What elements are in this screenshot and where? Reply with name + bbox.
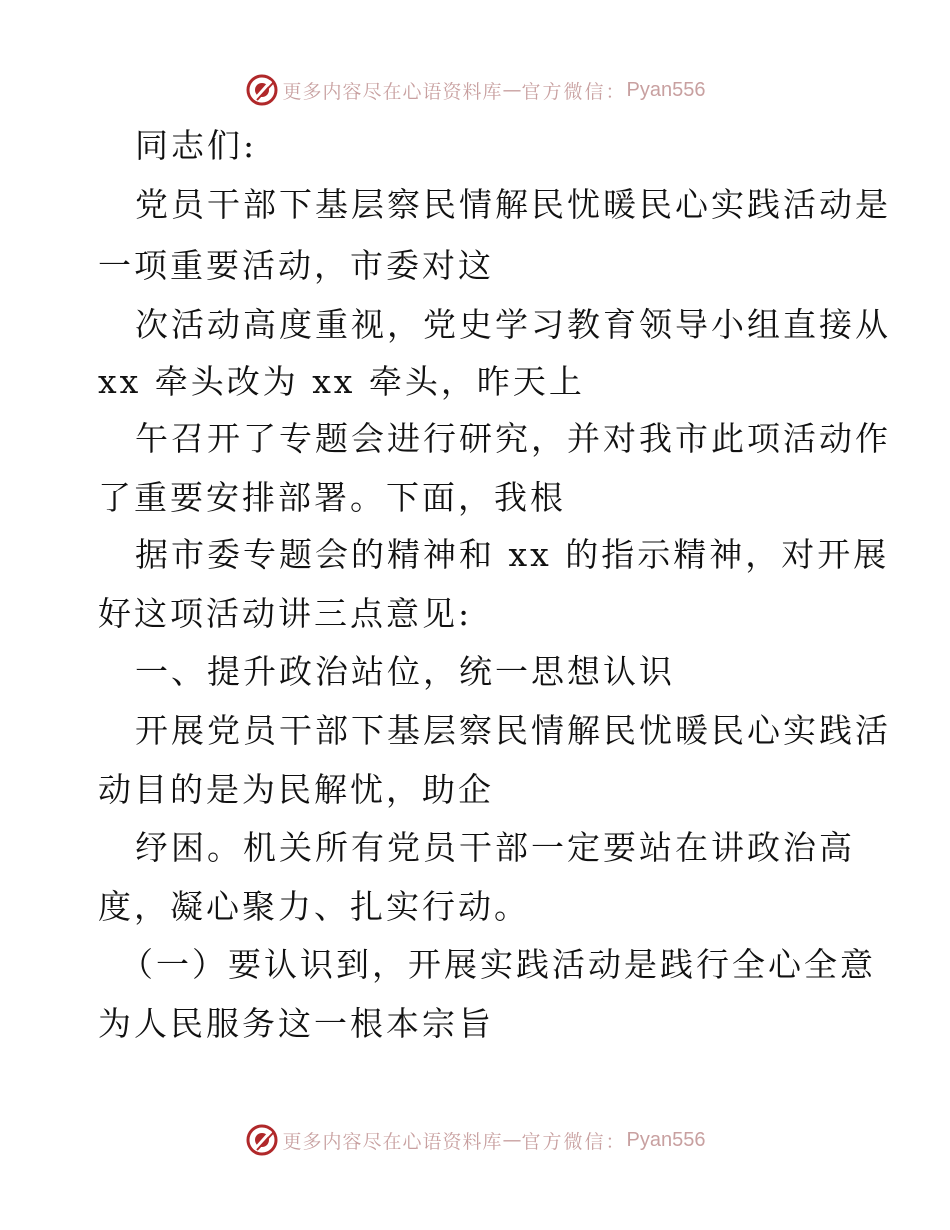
subsection-heading: （一）要认识到，开展实践活动是践行全心全意 — [120, 945, 876, 984]
doc-line: 度，凝心聚力、扎实行动。 — [98, 887, 530, 926]
doc-line: 党员干部下基层察民情解民忧暖民心实践活动是 — [135, 185, 891, 224]
doc-line: 为人民服务这一根本宗旨 — [98, 1004, 494, 1043]
doc-line: 一项重要活动，市委对这 — [98, 246, 494, 285]
brand-logo-icon — [245, 1123, 279, 1157]
doc-line: 据市委专题会的精神和 xx 的指示精神，对开展 — [135, 535, 890, 574]
doc-line: 动目的是为民解忧，助企 — [98, 770, 494, 809]
doc-line: 纾困。机关所有党员干部一定要站在讲政治高 — [135, 828, 855, 867]
doc-line: 好这项活动讲三点意见: — [98, 594, 473, 633]
doc-line: 午召开了专题会进行研究，并对我市此项活动作 — [135, 419, 891, 458]
doc-line: xx 牵头改为 xx 牵头，昨天上 — [98, 362, 585, 401]
doc-line: 开展党员干部下基层察民情解民忧暖民心实践活 — [135, 711, 891, 750]
banner-title: 更多内容尽在心语资料库 — [282, 1130, 503, 1153]
doc-line: 同志们: — [135, 126, 258, 165]
banner-separator: — — [502, 79, 522, 101]
banner-separator: — — [502, 1129, 522, 1151]
doc-line: 了重要安排部署。下面，我根 — [98, 478, 566, 517]
section-heading: 一、提升政治站位，统一思想认识 — [135, 652, 675, 691]
footer-banner — [0, 1120, 950, 1160]
banner-wechat-id: Pyan556 — [626, 78, 706, 101]
banner-title: 更多内容尽在心语资料库 — [282, 80, 503, 103]
banner-wechat-id: Pyan556 — [626, 1128, 706, 1151]
banner-wechat-label: 官方微信： — [521, 1130, 627, 1153]
brand-logo-icon — [245, 73, 279, 107]
doc-line: 次活动高度重视，党史学习教育领导小组直接从 — [135, 305, 891, 344]
banner-wechat-label: 官方微信： — [521, 80, 627, 103]
header-banner — [0, 70, 950, 110]
